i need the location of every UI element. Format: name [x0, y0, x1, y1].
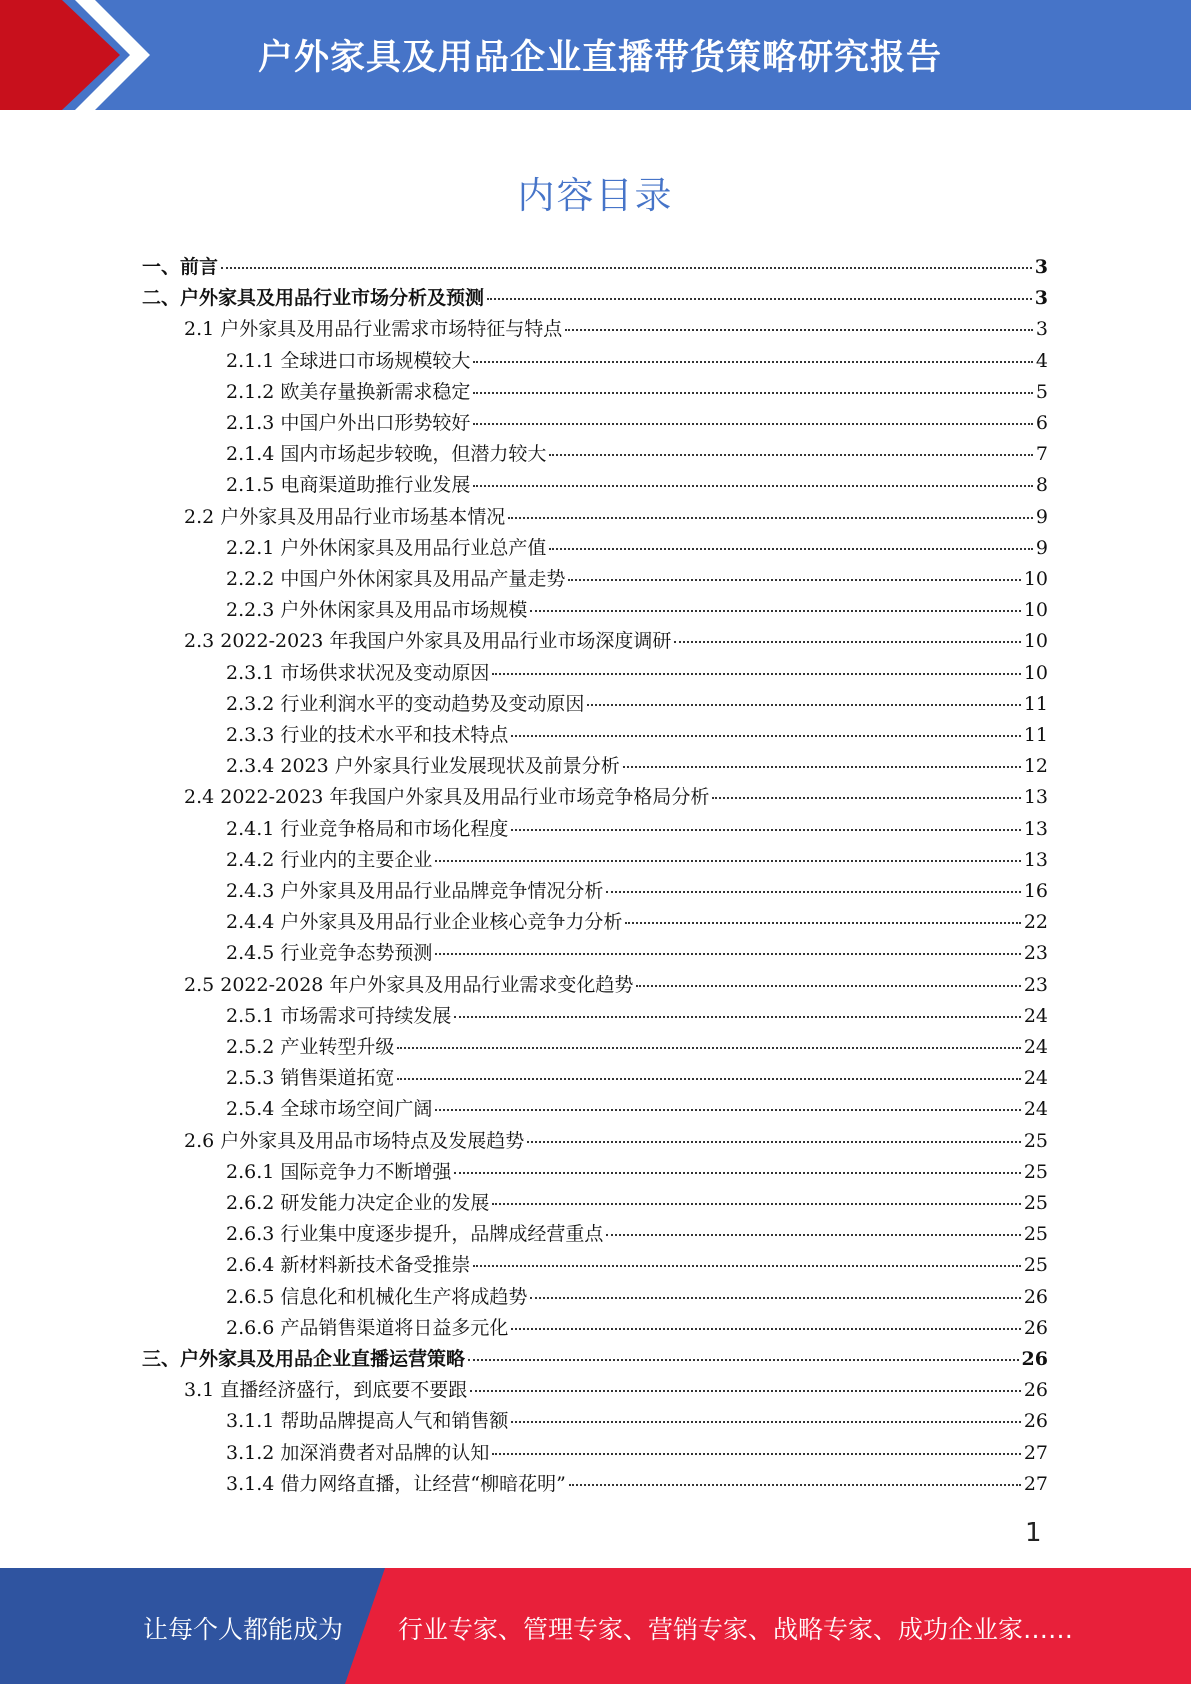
toc-entry-page: 5: [1035, 380, 1048, 403]
toc-entry[interactable]: [226, 938, 1048, 969]
toc-entry-page: 9: [1035, 505, 1048, 528]
toc-entry[interactable]: [226, 1188, 1048, 1219]
toc-entry[interactable]: [226, 377, 1048, 408]
toc-entry[interactable]: [226, 658, 1048, 689]
toc-entry-label: 2.4 2022-2023 年我国户外家具及用品行业市场竞争格局分析: [184, 786, 710, 809]
toc-entry-page: 11: [1023, 692, 1048, 715]
toc-entry-page: 27: [1023, 1472, 1048, 1495]
toc-entry-page: 11: [1023, 724, 1048, 746]
toc-entry-label: 2.5 2022-2028 年户外家具及用品行业需求变化趋势: [184, 973, 634, 996]
toc-entry-label: 一、前言: [142, 256, 219, 278]
toc-entry[interactable]: [226, 720, 1048, 751]
toc-entry[interactable]: [184, 502, 1048, 533]
toc-entry[interactable]: [226, 1250, 1048, 1281]
toc-entry[interactable]: [226, 439, 1048, 470]
toc-entry-page: 6: [1035, 412, 1048, 434]
toc-entry-page: 26: [1023, 1410, 1048, 1433]
toc-entry-page: 23: [1023, 942, 1048, 965]
toc-entry-label: 2.5.4 全球市场空间广阔: [226, 1098, 433, 1121]
toc-entry-label: 2.4.1 行业竞争格局和市场化程度: [226, 817, 509, 840]
toc-dot-leader: [606, 891, 1020, 893]
toc-dot-leader: [511, 829, 1020, 831]
toc-dot-leader: [468, 1359, 1019, 1361]
toc-entry-page: 26: [1023, 1316, 1048, 1339]
toc-dot-leader: [473, 392, 1033, 394]
toc-entry-page: 3: [1034, 256, 1048, 278]
toc-entry[interactable]: [184, 782, 1048, 813]
toc-dot-leader: [454, 1172, 1020, 1174]
page-footer: [0, 1568, 1191, 1684]
toc-entry-label: 2.1.1 全球进口市场规模较大: [226, 349, 471, 372]
toc-entry[interactable]: [226, 751, 1048, 782]
toc-entry-label: 2.3.2 行业利润水平的变动趋势及变动原因: [226, 692, 585, 715]
toc-entry[interactable]: [226, 814, 1048, 845]
toc-entry[interactable]: [226, 876, 1048, 907]
footer-slogan-right: 行业专家、管理专家、营销专家、战略专家、成功企业家……: [398, 1615, 1074, 1644]
toc-entry-label: 2.6 户外家具及用品市场特点及发展趋势: [184, 1129, 525, 1152]
toc-entry-page: 25: [1023, 1223, 1048, 1246]
toc-dot-leader: [492, 673, 1020, 675]
toc-dot-leader: [487, 298, 1032, 300]
toc-dot-leader: [712, 797, 1020, 799]
toc-entry-label: 二、户外家具及用品行业市场分析及预测: [142, 287, 485, 310]
toc-dot-leader: [473, 361, 1033, 363]
toc-entry[interactable]: [142, 1344, 1048, 1375]
toc-entry[interactable]: [184, 970, 1048, 1001]
toc-dot-leader: [508, 517, 1033, 519]
toc-entry[interactable]: [142, 283, 1048, 314]
toc-entry-label: 2.4.3 户外家具及用品行业品牌竞争情况分析: [226, 880, 604, 902]
toc-dot-leader: [623, 766, 1021, 768]
toc-dot-leader: [397, 1078, 1020, 1080]
toc-entry-page: 24: [1023, 1036, 1048, 1058]
toc-entry-label: 2.5.1 市场需求可持续发展: [226, 1004, 452, 1027]
toc-entry[interactable]: [226, 1063, 1048, 1094]
toc-entry-page: 26: [1023, 1285, 1048, 1308]
toc-entry-page: 3: [1034, 287, 1048, 310]
toc-entry-label: 2.3 2022-2023 年我国户外家具及用品行业市场深度调研: [184, 630, 672, 653]
toc-entry[interactable]: [226, 533, 1048, 564]
toc-dot-leader: [636, 985, 1020, 987]
toc-dot-leader: [473, 1265, 1020, 1267]
toc-dot-leader: [587, 704, 1020, 706]
toc-entry-label: 2.1.4 国内市场起步较晚，但潜力较大: [226, 443, 547, 466]
report-title: 户外家具及用品企业直播带货策略研究报告: [258, 38, 943, 78]
toc-entry[interactable]: [226, 595, 1048, 626]
toc-dot-leader: [549, 454, 1033, 456]
toc-entry-label: 2.2 户外家具及用品行业市场基本情况: [184, 505, 506, 528]
toc-entry[interactable]: [184, 1126, 1048, 1157]
toc-entry-page: 13: [1023, 817, 1048, 840]
toc-entry[interactable]: [226, 1282, 1048, 1313]
toc-dot-leader: [527, 1141, 1021, 1143]
toc-entry-page: 10: [1023, 661, 1048, 684]
toc-dot-leader: [549, 548, 1033, 550]
toc-entry-page: 3: [1035, 318, 1048, 341]
toc-entry-page: 9: [1035, 536, 1048, 559]
page-header: [0, 0, 1191, 110]
toc-entry[interactable]: [226, 1406, 1048, 1437]
toc-entry-page: 10: [1023, 568, 1048, 590]
toc-entry-page: 26: [1021, 1348, 1048, 1370]
toc-entry[interactable]: [226, 689, 1048, 720]
toc-entry[interactable]: [226, 1157, 1048, 1188]
toc-dot-leader: [569, 1484, 1021, 1486]
toc-entry-label: 2.2.1 户外休闲家具及用品行业总产值: [226, 536, 547, 559]
toc-entry-label: 2.6.3 行业集中度逐步提升，品牌成经营重点: [226, 1223, 604, 1246]
toc-entry-label: 2.1.3 中国户外出口形势较好: [226, 412, 471, 434]
toc-entry-page: 10: [1023, 630, 1048, 653]
toc-entry-label: 2.6.5 信息化和机械化生产将成趋势: [226, 1285, 528, 1308]
toc-dot-leader: [530, 1297, 1020, 1299]
toc-entry-label: 2.5.3 销售渠道拓宽: [226, 1067, 395, 1090]
toc-entry[interactable]: [184, 1375, 1048, 1406]
toc-entry-label: 2.3.4 2023 户外家具行业发展现状及前景分析: [226, 755, 620, 778]
toc-dot-leader: [492, 1203, 1020, 1205]
toc-entry-page: 24: [1023, 1067, 1048, 1090]
toc-entry[interactable]: [226, 408, 1048, 439]
toc-dot-leader: [435, 1109, 1020, 1111]
toc-entry-label: 3.1.1 帮助品牌提高人气和销售额: [226, 1410, 509, 1433]
toc-dot-leader: [221, 267, 1032, 269]
toc-entry-page: 27: [1023, 1441, 1048, 1464]
toc-entry-label: 2.6.4 新材料新技术备受推崇: [226, 1254, 471, 1277]
footer-slogan-left: 让每个人都能成为: [143, 1615, 344, 1644]
toc-entry[interactable]: [226, 346, 1048, 377]
toc-entry[interactable]: [226, 1001, 1048, 1032]
toc-entry[interactable]: [142, 252, 1048, 283]
toc-entry-label: 2.2.2 中国户外休闲家具及用品产量走势: [226, 568, 566, 590]
toc-entry-page: 10: [1023, 599, 1048, 622]
toc-dot-leader: [530, 610, 1020, 612]
toc-entry[interactable]: [226, 1469, 1048, 1500]
toc-entry[interactable]: [226, 1438, 1048, 1469]
toc-entry-label: 三、户外家具及用品企业直播运营策略: [142, 1348, 466, 1370]
toc-entry[interactable]: [184, 314, 1048, 345]
toc-entry-label: 3.1.4 借力网络直播，让经营“柳暗花明”: [226, 1472, 566, 1495]
page-number: 1: [1025, 1518, 1042, 1548]
toc-entry[interactable]: [226, 1032, 1048, 1063]
toc-dot-leader: [606, 1234, 1020, 1236]
toc-entry[interactable]: [184, 626, 1048, 657]
toc-dot-leader: [511, 1421, 1020, 1423]
toc-entry-page: 16: [1023, 880, 1048, 902]
toc-dot-leader: [454, 1016, 1020, 1018]
toc-entry[interactable]: [226, 907, 1048, 938]
toc-entry-page: 25: [1023, 1129, 1048, 1152]
toc-entry-page: 22: [1023, 911, 1048, 934]
toc-dot-leader: [435, 860, 1020, 862]
toc-dot-leader: [435, 953, 1020, 955]
toc-entry-label: 2.4.4 户外家具及用品行业企业核心竞争力分析: [226, 911, 623, 934]
toc-dot-leader: [625, 922, 1020, 924]
toc-entry-page: 23: [1023, 973, 1048, 996]
toc-entry-label: 2.1.5 电商渠道助推行业发展: [226, 474, 471, 497]
toc-entry-label: 3.1 直播经济盛行，到底要不要跟: [184, 1379, 468, 1402]
toc-entry[interactable]: [226, 1313, 1048, 1344]
toc-dot-leader: [473, 485, 1033, 487]
toc-dot-leader: [511, 1328, 1020, 1330]
toc-entry-label: 2.4.2 行业内的主要企业: [226, 848, 433, 871]
toc-entry-page: 13: [1023, 848, 1048, 871]
toc-entry-label: 2.3.1 市场供求状况及变动原因: [226, 661, 490, 684]
toc-entry-label: 2.6.2 研发能力决定企业的发展: [226, 1192, 490, 1214]
toc-entry[interactable]: [226, 470, 1048, 501]
toc-entry-page: 13: [1023, 786, 1048, 809]
toc-dot-leader: [674, 641, 1020, 643]
toc-entry-page: 25: [1023, 1254, 1048, 1277]
toc-dot-leader: [511, 735, 1020, 737]
toc-entry-label: 2.6.6 产品销售渠道将日益多元化: [226, 1316, 509, 1339]
toc-dot-leader: [492, 1453, 1020, 1455]
toc-entry[interactable]: [226, 1094, 1048, 1125]
toc-entry[interactable]: [226, 564, 1048, 595]
toc-entry-page: 7: [1035, 443, 1048, 466]
toc-dot-leader: [470, 1390, 1021, 1392]
toc-entry-label: 2.6.1 国际竞争力不断增强: [226, 1160, 452, 1183]
toc-dot-leader: [565, 329, 1033, 331]
toc-entry-label: 2.3.3 行业的技术水平和技术特点: [226, 724, 509, 746]
toc-entry-page: 25: [1023, 1192, 1048, 1214]
toc-entry-page: 26: [1023, 1379, 1048, 1402]
toc-entry-page: 4: [1035, 349, 1048, 372]
toc-dot-leader: [473, 423, 1033, 425]
toc-dot-leader: [397, 1047, 1020, 1049]
toc-entry-label: 3.1.2 加深消费者对品牌的认知: [226, 1441, 490, 1464]
toc-entry-label: 2.5.2 产业转型升级: [226, 1036, 395, 1058]
toc-entry-label: 2.1.2 欧美存量换新需求稳定: [226, 380, 471, 403]
toc-entry[interactable]: [226, 845, 1048, 876]
toc-entry-label: 2.2.3 户外休闲家具及用品市场规模: [226, 599, 528, 622]
toc-entry-page: 24: [1023, 1098, 1048, 1121]
toc-entry[interactable]: [226, 1219, 1048, 1250]
toc-entry-page: 24: [1023, 1004, 1048, 1027]
toc-entry-label: 2.1 户外家具及用品行业需求市场特征与特点: [184, 318, 563, 341]
toc-dot-leader: [568, 579, 1020, 581]
toc-entry-page: 8: [1035, 474, 1048, 497]
toc-entry-page: 25: [1023, 1160, 1048, 1183]
toc-heading: 内容目录: [517, 174, 674, 217]
toc-entry-page: 12: [1023, 755, 1048, 778]
toc-entry-label: 2.4.5 行业竞争态势预测: [226, 942, 433, 965]
